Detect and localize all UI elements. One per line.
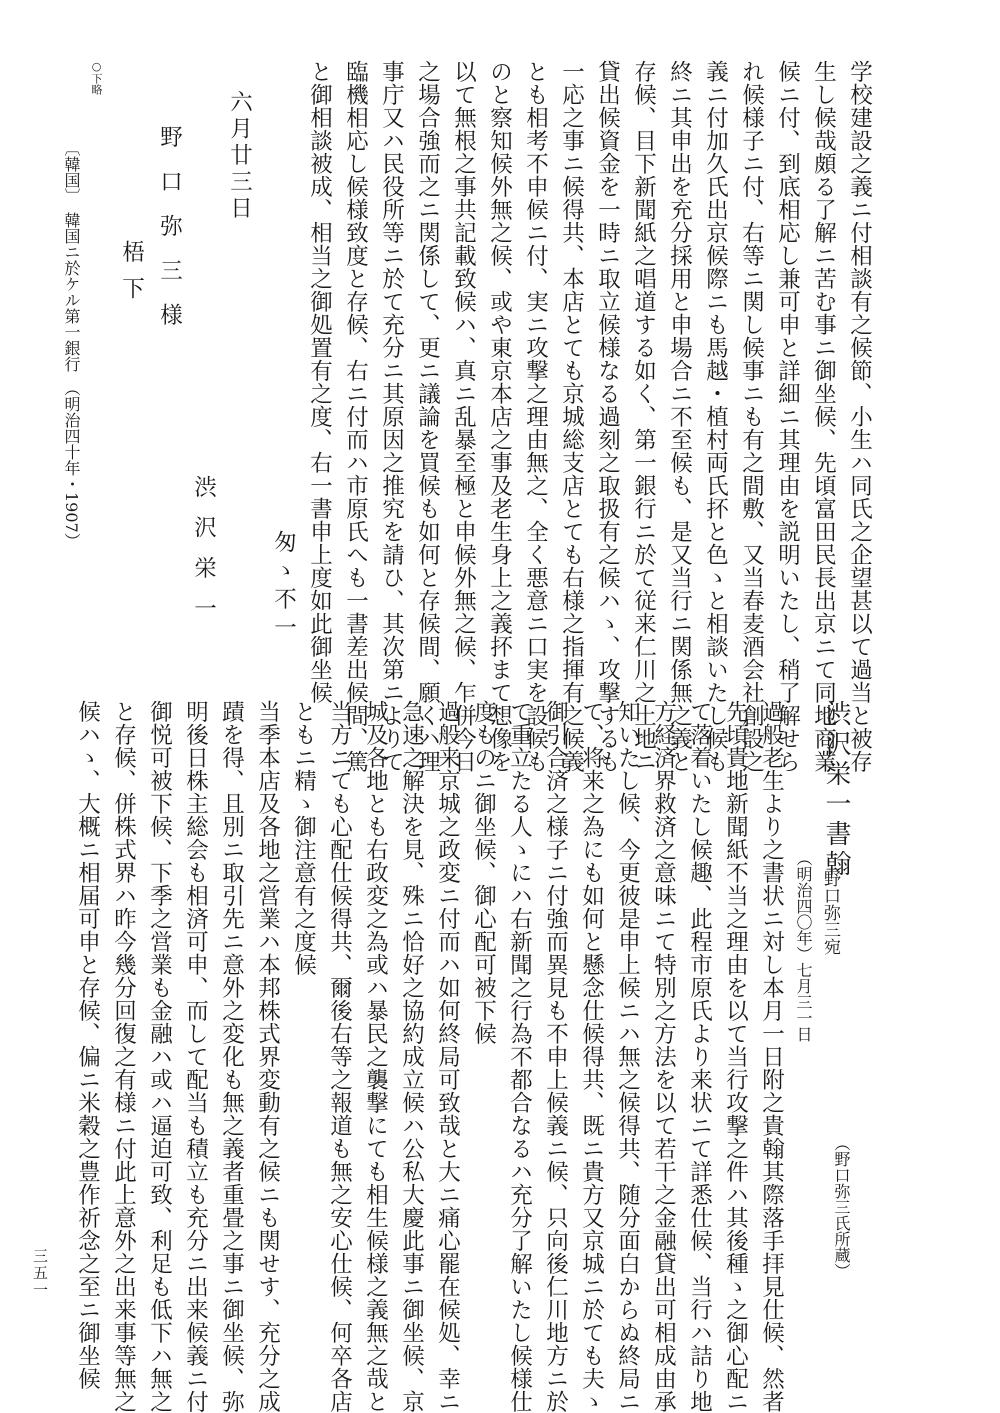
- text-column: 御引合済之様子ニ付強而異見も不申上候義ニ候、只向後仁川地方ニ於: [542, 700, 569, 1413]
- running-header: 〔韓国〕 韓国ニ於ケル第一銀行 （明治四十年・1907）: [62, 140, 81, 549]
- text-column: と御相談被成、相当之御処置有之度、右一書申上度如此御坐候: [306, 60, 333, 704]
- text-column: 終ニ其申出を充分採用と申場合ニ不至候も、是又当行ニ関係無之義と: [666, 60, 693, 773]
- text-column: て重立たる人ゝにハ右新聞之行為不都合なるハ充分了解いたし候様仕: [506, 700, 533, 1413]
- text-column: て、将来之為にも如何と懸念仕候得共、既ニ貴方又京城ニ於ても夫ゝ: [578, 700, 605, 1413]
- text-column: 一応之事ニ候得共、本店とても京城総支店とても右様之指揮有之候義: [558, 60, 585, 773]
- text-column: 候ニ付、到底相応し兼可申と詳細ニ其理由を説明いたし、稍了解せら: [774, 60, 801, 773]
- text-column: 過般老生より之書状ニ対し本月一日附之貴翰其際落手拝見仕候、然者: [758, 700, 785, 1413]
- letter-recipient: 野口弥三様: [156, 125, 183, 348]
- letter-source: （野口弥三氏所蔵）: [832, 1135, 851, 1279]
- text-column: 知いたし候、今更彼是申上候ニハ無之候得共、随分面白からぬ終局ニ: [614, 700, 641, 1413]
- text-column: て落着いたし候趣、此程市原氏より来状ニて詳悉仕候、当行ハ詰り地: [686, 700, 713, 1413]
- text-column: ともニ精ゝ御注意有之度候: [290, 700, 317, 976]
- text-column: とも相考不申候ニ付、実ニ攻撃之理由無之、全く悪意ニ口実を設候も: [522, 60, 549, 773]
- text-column: 臨機相応し候様致度と存候、右ニ付而ハ市原氏へも一書差出候間、篤: [342, 60, 369, 773]
- letter-date-meta: （明治四〇年）七月三一日: [794, 850, 813, 1042]
- text-column: 生し候哉頗る了解ニ苦む事ニ御坐候、先頃富田民長出京ニて同地商業: [810, 60, 837, 773]
- text-column: れ候様子ニ付、右等ニ関し候事ニも有之間敷、又当春麦酒会社創設之: [738, 60, 765, 773]
- text-column: 存候、目下新聞紙之唱道する如く、第一銀行ニ於て従来仁川之土地ニ: [630, 60, 657, 773]
- text-column: 明後日株主総会も相済可申、而して配当も積立も充分ニ出来候義ニ付: [182, 700, 209, 1413]
- text-column: 当方ニても心配仕候得共、爾後右等之報道も無之安心仕候、何卒各店: [326, 700, 353, 1413]
- text-column: 学校建設之義ニ付相談有之候節、小生ハ同氏之企望甚以て過当と被存: [846, 60, 873, 773]
- text-column: 之場合強而之ニ関係して、更ニ議論を買候も如何と存候間、願くハ理: [414, 60, 441, 773]
- text-column: 先頃貴地新聞紙不当之理由を以て当行攻撃之件ハ其後種ゝ之御心配ニ: [722, 700, 749, 1413]
- text-column: のと察知候外無之候、或や東京本店之事及老生身上之義抔まて想像を: [486, 60, 513, 773]
- text-column: 方経済界救済之意味ニて特別之方法を以て若干之金融貸出可相成由承: [650, 700, 677, 1413]
- letter-sender: 渋沢栄一: [190, 475, 217, 637]
- text-column: 義ニ付加久氏出京候際ニも馬越・植村両氏抔と色ゝと相談いたし候も: [702, 60, 729, 773]
- omission-note: ○下略: [90, 60, 103, 95]
- letter-honorific: 梧下: [118, 240, 145, 313]
- text-column: 過般来京城之政変ニ付而ハ如何終局可致哉と大ニ痛心罷在候処、幸ニ: [434, 700, 461, 1413]
- text-column: と存候、併株式界ハ昨今幾分回復之有様ニ付此上意外之出来事等無之: [110, 700, 137, 1413]
- text-column: 度ものニ御坐候、御心配可被下候: [470, 700, 497, 1045]
- closing-text: 匆ゝ不一: [270, 530, 297, 644]
- letter-title: 渋沢栄一書翰: [821, 700, 851, 880]
- text-column: 急速之解決を見、殊ニ恰好之協約成立候ハ公私大慶此事ニ御坐候、京: [398, 700, 425, 1413]
- text-column: 以て無根之事共記載致候ハ、真ニ乱暴至極と申候外無之候、乍併今日: [450, 60, 477, 773]
- page-number: 三五一: [31, 1248, 49, 1299]
- text-column: 貸出候資金を一時ニ取立候様なる過刻之取扱有之候ハゝ、攻撃するも: [594, 60, 621, 773]
- letter-addressee: 野口弥三宛: [820, 870, 840, 955]
- letter-date: 六月廿三日: [226, 90, 253, 223]
- text-column: 蹟を得、且別ニ取引先ニ意外之変化も無之義者重畳之事ニ御坐候、弥: [218, 700, 245, 1413]
- text-column: 当季本店及各地之営業ハ本邦株式界変動有之候ニも関せす、充分之成: [254, 700, 281, 1413]
- text-column: 候ハゝ、大概ニ相届可申と存候、偏ニ米穀之豊作祈念之至ニ御坐候: [74, 700, 101, 1390]
- text-column: 城及各地とも右政変之為或ハ暴民之襲撃にても相生候様之義無之哉と: [362, 700, 389, 1413]
- text-column: 御悦可被下候、下季之営業も金融ハ或ハ逼迫可致、利足も低下ハ無之: [146, 700, 173, 1413]
- text-column: 事庁又ハ民役所等ニ於て充分ニ其原因之推究を請ひ、其次第ニよりて: [378, 60, 405, 773]
